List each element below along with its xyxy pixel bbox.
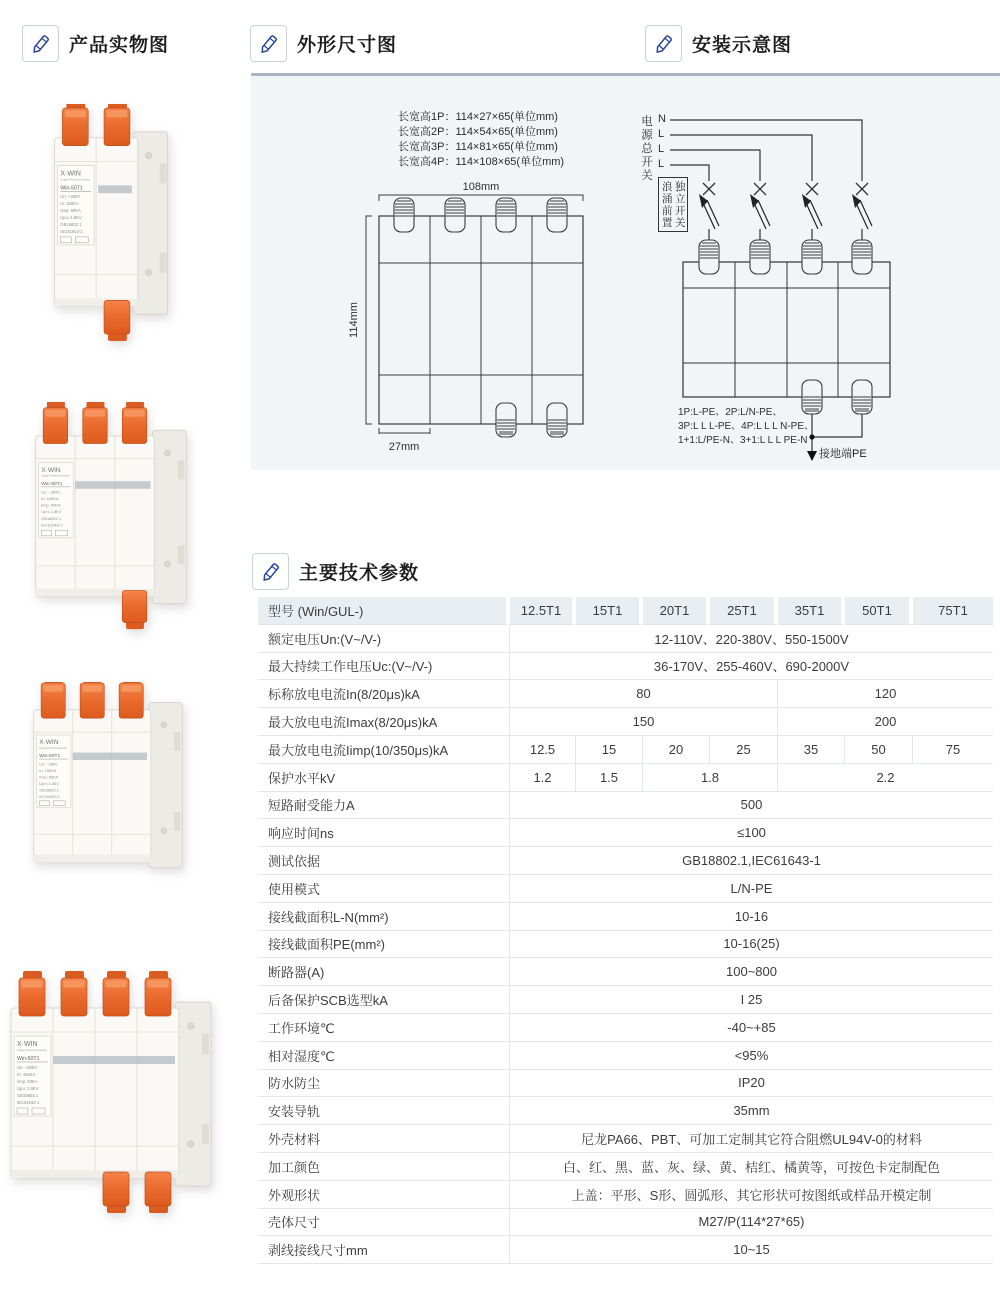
param-value: 200 bbox=[778, 708, 993, 736]
label-subtext: Surge Protective Device bbox=[41, 474, 70, 478]
model-text: Win-50T1 bbox=[39, 754, 61, 760]
terminal-clip bbox=[43, 402, 67, 444]
model-column: 25T1 bbox=[710, 597, 778, 625]
param-row bbox=[258, 625, 993, 653]
param-value: 1.2 bbox=[510, 764, 576, 792]
param-label: 剥线接线尺寸mm bbox=[258, 1236, 510, 1264]
param-value: M27/P(114*27*65) bbox=[510, 1209, 993, 1237]
note-line: 1+1:L/PE-N、3+1:L L L PE-N bbox=[678, 434, 808, 446]
param-row bbox=[258, 653, 993, 681]
din-rail-mount bbox=[134, 132, 168, 314]
param-label: 标称放电电流In(8/20μs)kA bbox=[258, 680, 510, 708]
model-text: Win-50T1 bbox=[41, 481, 63, 487]
spec-line: IEC61643-1 bbox=[41, 522, 63, 528]
param-value: 35 bbox=[778, 736, 845, 764]
section-header-parameters bbox=[252, 552, 419, 590]
terminal-clip bbox=[103, 1172, 129, 1213]
spec-line: In: 150KA bbox=[60, 201, 79, 207]
section-header-dimensions bbox=[250, 24, 397, 62]
param-row bbox=[258, 1236, 993, 1264]
param-row bbox=[258, 958, 993, 986]
installation-diagram bbox=[630, 105, 1000, 470]
param-row bbox=[258, 1125, 993, 1153]
pencil-icon bbox=[645, 25, 682, 62]
spec-line: IEC61643-1 bbox=[17, 1100, 40, 1105]
spec-line: GB18802.1 bbox=[41, 515, 62, 521]
param-value: 白、红、黑、蓝、灰、绿、黄、桔红、橘黄等，可按色卡定制配色 bbox=[510, 1153, 993, 1181]
param-label: 相对湿度℃ bbox=[258, 1042, 510, 1070]
spec-line: Iimp: 50KA bbox=[39, 774, 59, 780]
model-text: Win-50T1 bbox=[17, 1056, 40, 1062]
note-line: 3P:L L L-PE、4P:L L L N-PE、 bbox=[678, 420, 814, 432]
spec-line: In: 150KA bbox=[41, 496, 59, 502]
spec-line: Un: ~385V bbox=[41, 489, 61, 495]
param-value: 50 bbox=[845, 736, 913, 764]
diagram-panel bbox=[251, 76, 1000, 470]
param-row bbox=[258, 875, 993, 903]
param-value: 1.5 bbox=[576, 764, 643, 792]
label-subtext: Surge Protective Device bbox=[17, 1048, 48, 1052]
switch-contact bbox=[856, 183, 868, 195]
model-column: 50T1 bbox=[845, 597, 913, 625]
param-row bbox=[258, 736, 993, 764]
brand-text: X·WIN bbox=[41, 466, 61, 474]
param-value: 36-170V、255-460V、690-2000V bbox=[510, 653, 993, 681]
pre-switch-box bbox=[658, 177, 688, 232]
wire-label-n: N bbox=[658, 113, 666, 125]
spec-line: IEC61643-1 bbox=[39, 794, 60, 800]
size-line: 长宽高1P：114×27×65(单位mm) bbox=[398, 111, 558, 123]
param-row bbox=[258, 1209, 993, 1237]
param-label: 安装导轨 bbox=[258, 1097, 510, 1125]
param-value: <95% bbox=[510, 1042, 993, 1070]
param-value: 10-16 bbox=[510, 903, 993, 931]
size-line: 长宽高2P：114×54×65(单位mm) bbox=[398, 126, 558, 138]
model-column: 20T1 bbox=[643, 597, 710, 625]
param-row bbox=[258, 1070, 993, 1098]
param-label: 测试依据 bbox=[258, 847, 510, 875]
section-title: 外形尺寸图 bbox=[297, 34, 398, 56]
note-line: 1P:L-PE、2P:L/N-PE、 bbox=[678, 407, 783, 418]
module-dim-label: 27mm bbox=[388, 441, 420, 453]
spec-line: Up:≤ 1.8KV bbox=[41, 509, 62, 515]
spec-line: GB18802.1 bbox=[39, 787, 59, 793]
param-value: 1.8 bbox=[643, 764, 778, 792]
param-value: 10~15 bbox=[510, 1236, 993, 1264]
pre-switch-col1: 浪涌前置 bbox=[660, 180, 673, 229]
param-value: 25 bbox=[710, 736, 778, 764]
terminal-clip bbox=[104, 104, 130, 146]
param-label: 外观形状 bbox=[258, 1181, 510, 1209]
section-title: 主要技术参数 bbox=[299, 562, 420, 584]
param-row bbox=[258, 847, 993, 875]
param-value: ≤100 bbox=[510, 819, 993, 847]
product-photo-3p-alt bbox=[28, 682, 188, 895]
terminal-clip bbox=[119, 682, 143, 718]
param-row bbox=[258, 708, 993, 736]
param-value: -40~+85 bbox=[510, 1014, 993, 1042]
param-label: 最大持续工作电压Uc:(V~/V-) bbox=[258, 653, 510, 681]
param-value: 500 bbox=[510, 792, 993, 820]
switch-contact bbox=[806, 183, 818, 195]
terminal-clip bbox=[62, 104, 88, 146]
spec-line: Up:≤ 1.8KV bbox=[39, 781, 60, 787]
param-label: 防水防尘 bbox=[258, 1070, 510, 1098]
terminal-clip bbox=[61, 971, 87, 1016]
model-text: Win-50T1 bbox=[60, 185, 83, 192]
param-label: 最大放电电流Imax(8/20μs)kA bbox=[258, 708, 510, 736]
param-row bbox=[258, 903, 993, 931]
param-value: 120 bbox=[778, 680, 993, 708]
din-rail-mount bbox=[152, 430, 186, 603]
terminal-clip bbox=[103, 971, 129, 1016]
spec-line: GB18802.1 bbox=[60, 221, 82, 227]
earth-arrow bbox=[807, 451, 817, 461]
param-value: 尼龙PA66、PBT、可加工定制其它符合阻燃UL94V-0的材料 bbox=[510, 1125, 993, 1153]
param-value: 12.5 bbox=[510, 736, 576, 764]
model-column: 35T1 bbox=[778, 597, 845, 625]
pre-switch-col2: 独立开关 bbox=[673, 180, 686, 229]
param-value: 150 bbox=[510, 708, 778, 736]
param-row bbox=[258, 764, 993, 792]
param-row bbox=[258, 680, 993, 708]
param-label: 后备保护SCB选型kA bbox=[258, 986, 510, 1014]
section-header-installation bbox=[645, 24, 792, 62]
param-value: 75 bbox=[913, 736, 993, 764]
spec-line: Un: ~385V bbox=[39, 761, 58, 767]
spec-line: Iimp: 50KA bbox=[17, 1079, 38, 1084]
spec-line: Iimp: 50KA bbox=[60, 208, 81, 214]
param-value: I 25 bbox=[510, 986, 993, 1014]
param-row bbox=[258, 792, 993, 820]
model-column: 12.5T1 bbox=[510, 597, 576, 625]
terminal-clip bbox=[41, 682, 65, 718]
switch-contact bbox=[703, 183, 715, 195]
param-row bbox=[258, 1181, 993, 1209]
product-photo-3p bbox=[30, 402, 192, 637]
param-label: 加工颜色 bbox=[258, 1153, 510, 1181]
spec-line: GB18802.1 bbox=[17, 1093, 39, 1098]
param-label: 外壳材料 bbox=[258, 1125, 510, 1153]
switch-blade bbox=[699, 194, 872, 229]
param-value: GB18802.1,IEC61643-1 bbox=[510, 847, 993, 875]
terminal-clip bbox=[83, 402, 107, 444]
param-value: 上盖：平形、S形、圆弧形、其它形状可按图纸或样品开模定制 bbox=[510, 1181, 993, 1209]
param-label: 最大放电电流Iimp(10/350μs)kA bbox=[258, 736, 510, 764]
product-photo-2p bbox=[47, 104, 179, 347]
earth-terminal-label: 接地端PE bbox=[819, 448, 867, 460]
wire-label-l3: L bbox=[658, 158, 665, 170]
pencil-icon bbox=[252, 553, 289, 590]
wiring-modes-note bbox=[678, 406, 814, 447]
wire-label-l1: L bbox=[658, 128, 665, 140]
param-value: IP20 bbox=[510, 1070, 993, 1098]
param-label: 响应时间ns bbox=[258, 819, 510, 847]
width-dim-label: 108mm bbox=[462, 181, 500, 193]
label-subtext: Surge Protective Device bbox=[39, 746, 68, 750]
spec-line: Un: ~385V bbox=[17, 1065, 37, 1070]
terminal-clip bbox=[104, 300, 130, 341]
pencil-icon bbox=[22, 25, 59, 62]
param-label: 短路耐受能力A bbox=[258, 792, 510, 820]
terminal-clip bbox=[122, 590, 146, 629]
model-header: 型号 (Win/GUL-) bbox=[258, 597, 510, 625]
param-label: 额定电压Un:(V~/V-) bbox=[258, 625, 510, 653]
brand-text: X·WIN bbox=[39, 739, 59, 747]
param-value: 35mm bbox=[510, 1097, 993, 1125]
param-value: L/N-PE bbox=[510, 875, 993, 903]
model-column: 15T1 bbox=[576, 597, 643, 625]
param-value: 100~800 bbox=[510, 958, 993, 986]
model-column: 75T1 bbox=[913, 597, 993, 625]
spec-line: In: 150KA bbox=[39, 768, 57, 774]
spec-line: Iimp: 50KA bbox=[41, 502, 61, 508]
brand-text: X·WIN bbox=[17, 1041, 38, 1048]
wire-label-l2: L bbox=[658, 143, 665, 155]
size-line: 长宽高4P：114×108×65(单位mm) bbox=[398, 156, 565, 168]
param-label: 接线截面积PE(mm²) bbox=[258, 931, 510, 959]
terminal-clip bbox=[122, 402, 146, 444]
param-row bbox=[258, 931, 993, 959]
switch-contact bbox=[754, 183, 766, 195]
param-value: 20 bbox=[643, 736, 710, 764]
product-photo-4p bbox=[5, 968, 217, 1225]
terminal-clip bbox=[80, 682, 104, 718]
param-label: 保护水平kV bbox=[258, 764, 510, 792]
power-switch-label: 电源总开关 bbox=[640, 115, 652, 183]
label-subtext: Surge Protective Device bbox=[60, 177, 91, 182]
table-header-row bbox=[258, 597, 993, 625]
param-value: 12-110V、220-380V、550-1500V bbox=[510, 625, 993, 653]
spec-line: Up:≤ 1.8KV bbox=[17, 1086, 39, 1091]
terminal-clip bbox=[145, 971, 171, 1016]
param-row bbox=[258, 1014, 993, 1042]
param-value: 10-16(25) bbox=[510, 931, 993, 959]
param-row bbox=[258, 1153, 993, 1181]
param-value: 80 bbox=[510, 680, 778, 708]
spec-line: IEC61643-1 bbox=[60, 228, 83, 234]
terminal-clip bbox=[145, 1172, 171, 1213]
section-title: 安装示意图 bbox=[692, 34, 793, 56]
param-row bbox=[258, 1097, 993, 1125]
dimension-drawing bbox=[340, 171, 640, 461]
brand-text: X·WIN bbox=[60, 170, 81, 178]
height-dim-label: 114mm bbox=[348, 302, 360, 338]
param-row bbox=[258, 986, 993, 1014]
param-row bbox=[258, 819, 993, 847]
param-label: 断路器(A) bbox=[258, 958, 510, 986]
param-value: 15 bbox=[576, 736, 643, 764]
spec-line: Up:≤ 1.8KV bbox=[60, 215, 82, 221]
pencil-icon bbox=[250, 25, 287, 62]
spec-line: Un: ~385V bbox=[60, 194, 81, 200]
param-value: 2.2 bbox=[778, 764, 993, 792]
section-header-photos bbox=[22, 24, 169, 62]
terminal-clip bbox=[19, 971, 45, 1016]
section-title: 产品实物图 bbox=[69, 34, 170, 56]
size-line: 长宽高3P：114×81×65(单位mm) bbox=[398, 141, 558, 153]
param-row bbox=[258, 1042, 993, 1070]
spec-line: In: 150KA bbox=[17, 1072, 36, 1077]
dimension-size-list bbox=[398, 110, 564, 170]
param-label: 使用模式 bbox=[258, 875, 510, 903]
param-label: 接线截面积L-N(mm²) bbox=[258, 903, 510, 931]
parameters-table bbox=[258, 597, 993, 1264]
din-rail-mount bbox=[175, 1002, 211, 1186]
param-label: 壳体尺寸 bbox=[258, 1209, 510, 1237]
param-label: 工作环境℃ bbox=[258, 1014, 510, 1042]
